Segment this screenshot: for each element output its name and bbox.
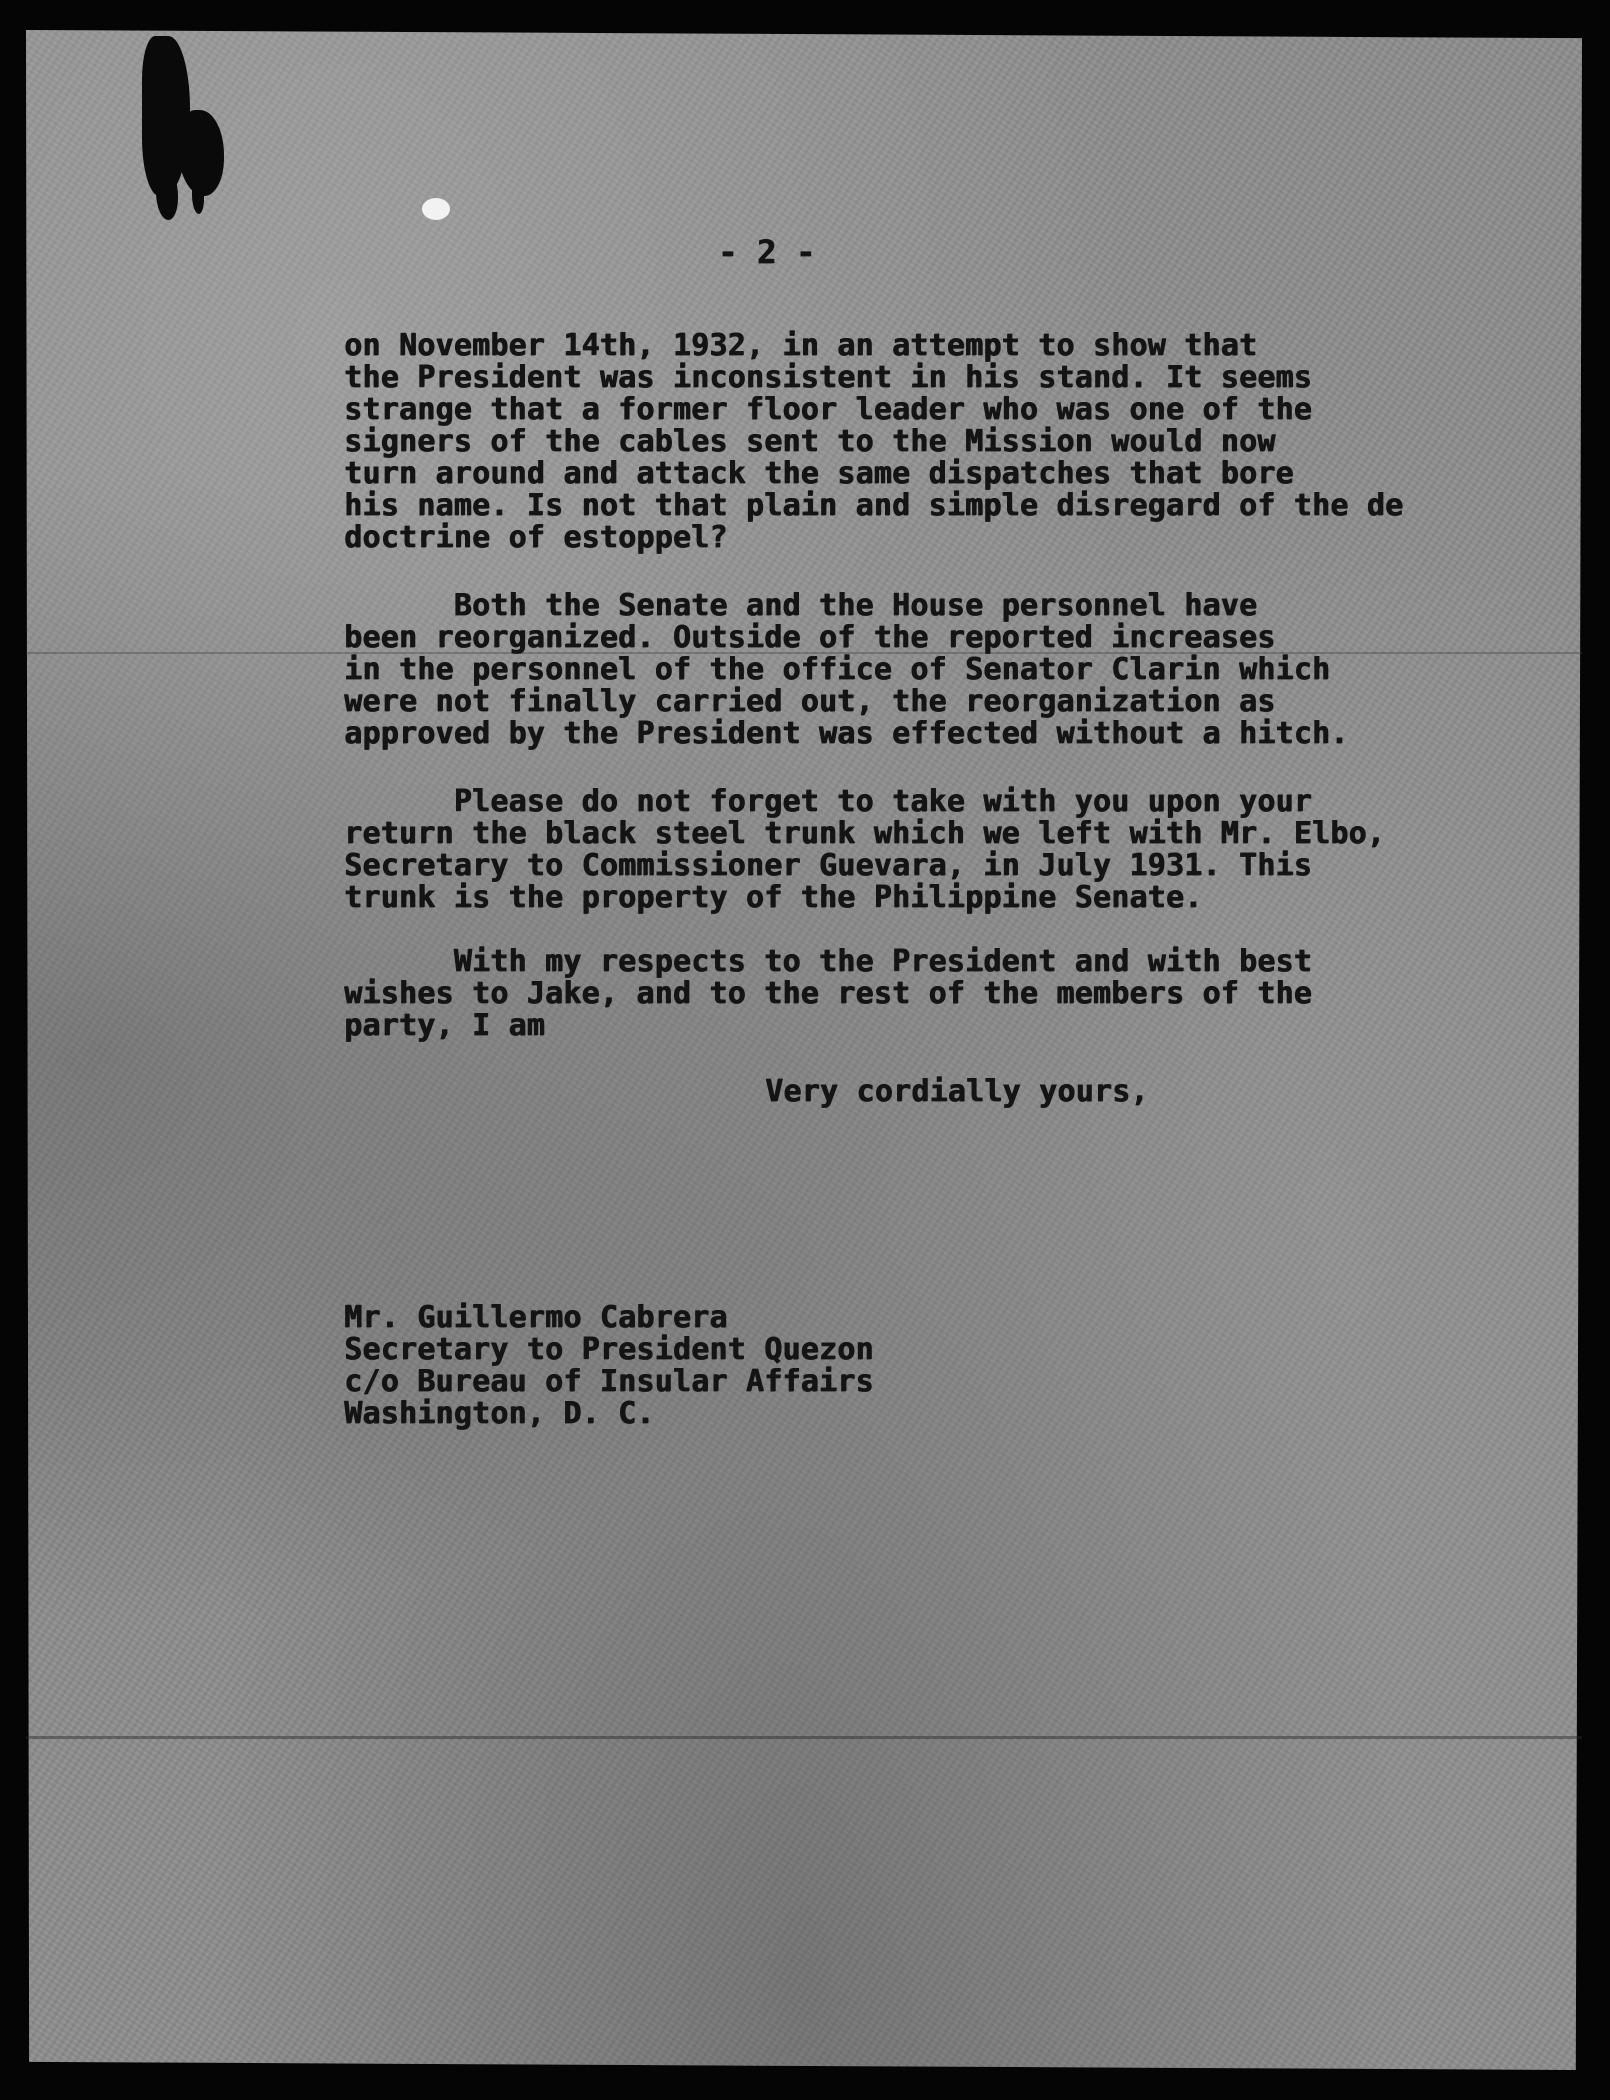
text-line: been reorganized. Outside of the reported increases bbox=[344, 620, 1276, 655]
text-line: his name. Is not that plain and simple disregard of the de bbox=[344, 488, 1404, 523]
text-line: strange that a former floor leader who was one of the bbox=[344, 392, 1312, 427]
addressee-line: Mr. Guillermo Cabrera bbox=[344, 1300, 728, 1335]
addressee-line: Secretary to President Quezon bbox=[344, 1332, 874, 1367]
closing: Very cordially yours, bbox=[765, 1074, 1149, 1109]
text-line: in the personnel of the office of Senator Clarin which bbox=[344, 652, 1331, 687]
addressee-line: c/o Bureau of Insular Affairs bbox=[344, 1364, 874, 1399]
text-line: trunk is the property of the Philippine Senate. bbox=[344, 880, 1203, 915]
fold-line bbox=[26, 1736, 1582, 1739]
text-line: With my respects to the President and with best bbox=[344, 944, 1312, 979]
page-number: - 2 - bbox=[718, 233, 816, 271]
paper-blemish bbox=[422, 198, 450, 220]
text-line: wishes to Jake, and to the rest of the members of the bbox=[344, 976, 1312, 1011]
ink-blot bbox=[192, 180, 204, 214]
text-line: doctrine of estoppel? bbox=[344, 520, 728, 555]
text-line: turn around and attack the same dispatches that bore bbox=[344, 456, 1294, 491]
text-line: party, I am bbox=[344, 1008, 545, 1043]
text-line: the President was inconsistent in his stand. It seems bbox=[344, 360, 1312, 395]
text-line: on November 14th, 1932, in an attempt to show that bbox=[344, 328, 1258, 363]
addressee-line: Washington, D. C. bbox=[344, 1396, 655, 1431]
text-line: return the black steel trunk which we left with Mr. Elbo, bbox=[344, 816, 1385, 851]
text-line: signers of the cables sent to the Mission would now bbox=[344, 424, 1276, 459]
text-line: were not finally carried out, the reorganization as bbox=[344, 684, 1276, 719]
text-line: Both the Senate and the House personnel have bbox=[344, 588, 1258, 623]
ink-blot bbox=[156, 170, 178, 220]
text-line: Please do not forget to take with you upon your bbox=[344, 784, 1312, 819]
text-line: approved by the President was effected without a hitch. bbox=[344, 716, 1349, 751]
text-line: Secretary to Commissioner Guevara, in July 1931. This bbox=[344, 848, 1312, 883]
